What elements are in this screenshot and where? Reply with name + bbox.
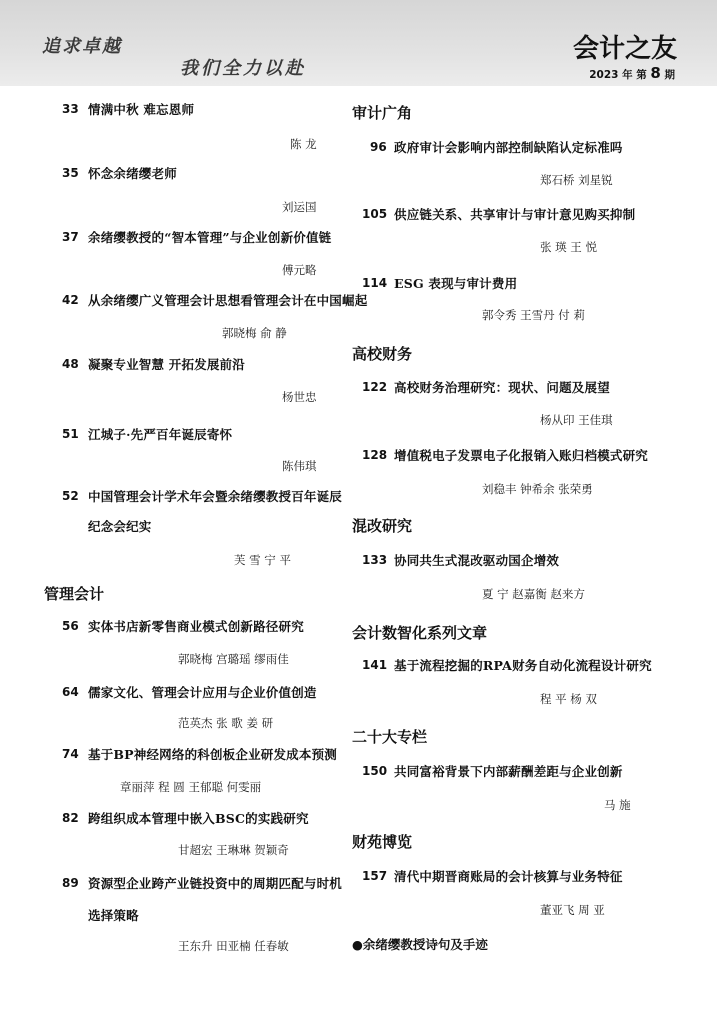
toc-page: 105 xyxy=(362,207,388,221)
toc-authors: 傅元略 xyxy=(282,263,317,277)
toc-title[interactable]: 从余绪缨广义管理会计思想看管理会计在中国崛起 xyxy=(88,293,368,308)
toc-title[interactable]: 怀念余绪缨老师 xyxy=(88,166,177,181)
toc-authors: 郭晓梅 俞 静 xyxy=(222,326,287,340)
section-heading-20th-congress: 二十大专栏 xyxy=(352,728,428,746)
toc-authors: 郑石桥 刘星锐 xyxy=(540,173,613,187)
toc-page: 42 xyxy=(62,293,79,307)
toc-title[interactable]: 政府审计会影响内部控制缺陷认定标准吗 xyxy=(394,140,623,155)
toc-title[interactable]: 基于BP神经网络的科创板企业研发成本预测 xyxy=(88,747,337,762)
issue-label xyxy=(589,64,675,82)
toc-page: 52 xyxy=(62,489,79,503)
toc-page: 122 xyxy=(362,380,388,394)
toc-page: 64 xyxy=(62,685,79,699)
toc-page: 157 xyxy=(362,869,388,883)
toc-authors: 芙 雪 宁 平 xyxy=(234,553,291,567)
toc-authors: 范英杰 张 歌 姜 研 xyxy=(178,716,274,730)
toc-authors: 陈 龙 xyxy=(290,137,317,151)
toc-title-line2[interactable]: 选择策略 xyxy=(88,908,139,923)
toc-page: 141 xyxy=(362,658,388,672)
toc-title[interactable]: 江城子·先严百年诞辰寄怀 xyxy=(88,427,233,442)
toc-page: 33 xyxy=(62,102,79,116)
toc-title[interactable]: 儒家文化、管理会计应用与企业价值创造 xyxy=(88,685,317,700)
toc-title[interactable]: 基于流程挖掘的RPA财务自动化流程设计研究 xyxy=(394,658,652,673)
magazine-title: 会计之友 xyxy=(572,34,677,64)
slogan-2: 我们全力以赴 xyxy=(180,58,306,79)
section-heading-finance-garden: 财苑博览 xyxy=(352,833,413,851)
toc-title[interactable]: 共同富裕背景下内部薪酬差距与企业创新 xyxy=(394,764,623,779)
toc-authors: 王东升 田亚楠 任春敏 xyxy=(178,939,289,953)
toc-title-line2[interactable]: 纪念会纪实 xyxy=(88,519,152,534)
toc-title[interactable]: 实体书店新零售商业模式创新路径研究 xyxy=(88,619,304,634)
issue-number: 8 xyxy=(650,64,661,82)
toc-authors: 刘运国 xyxy=(282,200,317,214)
toc-authors: 杨世忠 xyxy=(282,390,317,404)
toc-page: 128 xyxy=(362,448,388,462)
section-heading-university-finance: 高校财务 xyxy=(352,345,413,363)
toc-authors: 郭晓梅 宫璐瑶 缪雨佳 xyxy=(178,652,289,666)
toc-title[interactable]: 清代中期晋商账局的会计核算与业务特征 xyxy=(394,869,623,884)
toc-title[interactable]: 跨组织成本管理中嵌入BSC的实践研究 xyxy=(88,811,309,826)
toc-title[interactable]: 供应链关系、共享审计与审计意见购买抑制 xyxy=(394,207,636,222)
toc-title[interactable]: 协同共生式混改驱动国企增效 xyxy=(394,553,560,568)
toc-authors: 甘超宏 王琳琳 贺颖奇 xyxy=(178,843,289,857)
toc-page: 51 xyxy=(62,427,79,441)
toc-page: 114 xyxy=(362,276,388,290)
toc-authors: 程 平 杨 双 xyxy=(540,692,597,706)
toc-title[interactable]: 中国管理会计学术年会暨余绪缨教授百年诞辰 xyxy=(88,489,343,504)
special-feature-bullet[interactable]: ●余绪缨教授诗句及手迹 xyxy=(352,937,488,952)
toc-authors: 张 瑛 王 悦 xyxy=(540,240,597,254)
toc-page: 96 xyxy=(370,140,387,154)
section-heading-management-accounting: 管理会计 xyxy=(44,585,105,603)
toc-authors: 夏 宁 赵嘉衡 赵来方 xyxy=(482,587,585,601)
issue-suffix: 期 xyxy=(664,69,675,81)
toc-page: 37 xyxy=(62,230,79,244)
slogan-1: 追求卓越 xyxy=(42,36,122,57)
toc-page: 35 xyxy=(62,166,79,180)
toc-authors: 郭令秀 王雪丹 付 莉 xyxy=(482,308,585,322)
section-heading-audit: 审计广角 xyxy=(352,104,413,122)
toc-authors: 杨从印 王佳琪 xyxy=(540,413,613,427)
toc-title[interactable]: 增值税电子发票电子化报销入账归档模式研究 xyxy=(394,448,649,463)
issue-year: 2023 年 第 xyxy=(589,69,647,81)
toc-authors: 马 施 xyxy=(604,798,631,812)
section-heading-mixed-reform: 混改研究 xyxy=(352,517,413,535)
toc-page: 56 xyxy=(62,619,79,633)
toc-authors: 刘稳丰 钟希余 张荣勇 xyxy=(482,482,593,496)
toc-page: 82 xyxy=(62,811,79,825)
toc-title[interactable]: 高校财务治理研究：现状、问题及展望 xyxy=(394,380,610,395)
toc-page: 150 xyxy=(362,764,388,778)
toc-page: 48 xyxy=(62,357,79,371)
toc-title[interactable]: 情满中秋 难忘恩师 xyxy=(88,102,195,117)
toc-page: 74 xyxy=(62,747,79,761)
toc-page: 133 xyxy=(362,553,388,567)
toc-title[interactable]: 凝聚专业智慧 开拓发展前沿 xyxy=(88,357,245,372)
toc-title[interactable]: 资源型企业跨产业链投资中的周期匹配与时机 xyxy=(88,876,343,891)
toc-title[interactable]: ESG 表现与审计费用 xyxy=(394,276,518,291)
toc-authors: 陈伟琪 xyxy=(282,459,317,473)
section-heading-digital-accounting: 会计数智化系列文章 xyxy=(352,624,488,642)
toc-authors: 董亚飞 周 亚 xyxy=(540,903,605,917)
toc-page: 89 xyxy=(62,876,79,890)
toc-title[interactable]: 余绪缨教授的“智本管理”与企业创新价值链 xyxy=(88,230,332,245)
toc-authors: 章丽萍 程 圆 王郁聪 何雯丽 xyxy=(120,780,262,794)
